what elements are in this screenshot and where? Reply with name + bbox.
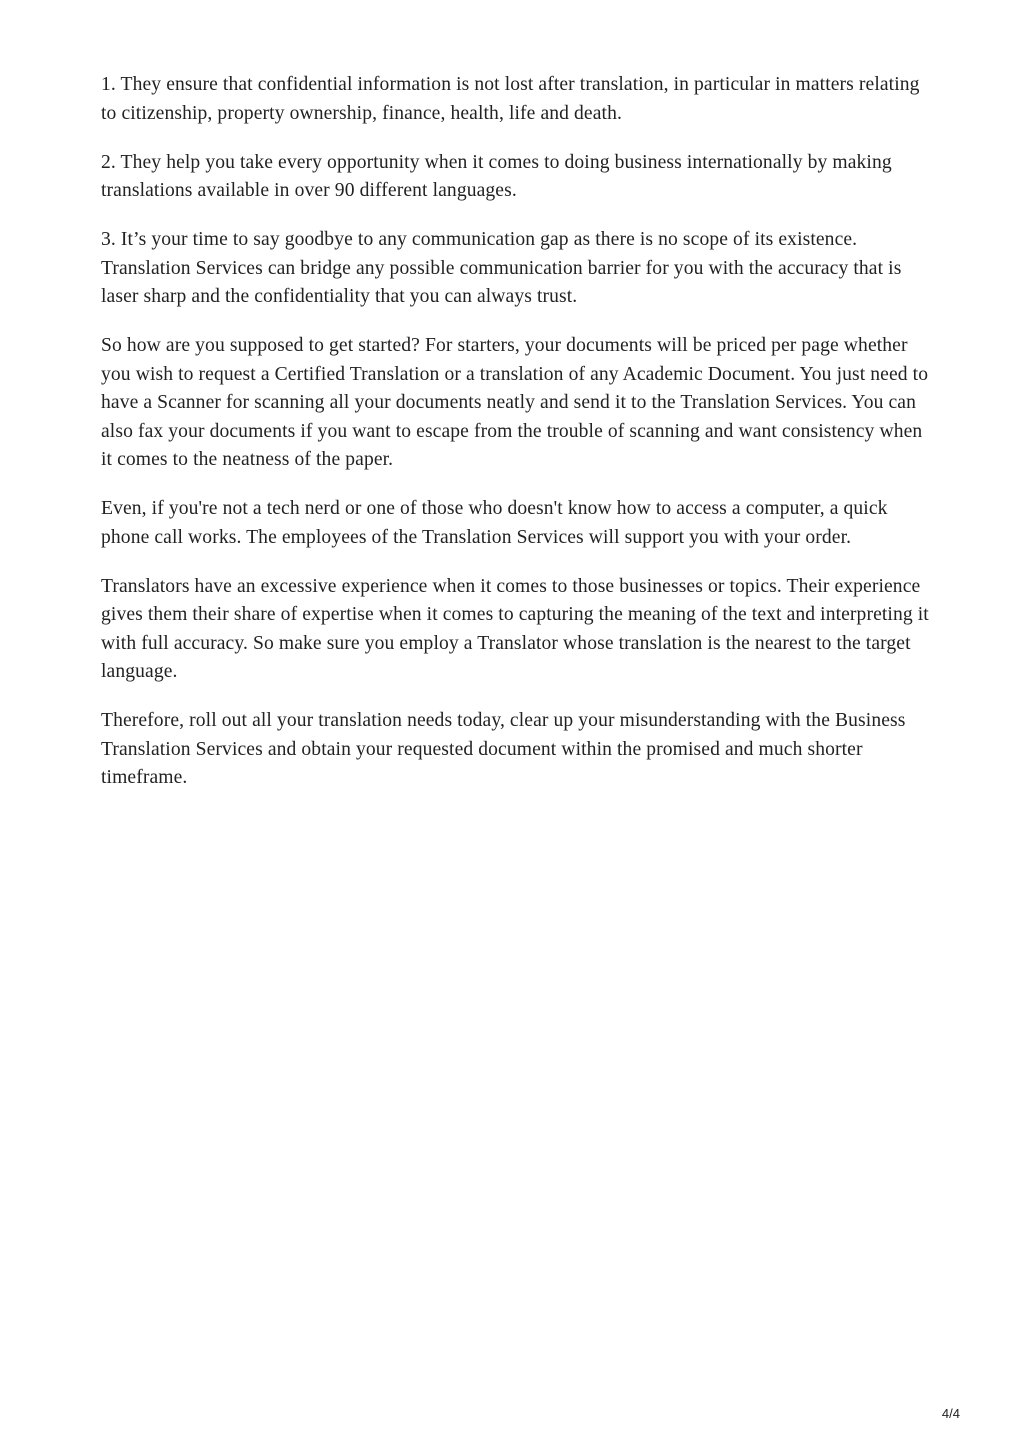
document-body bbox=[101, 71, 931, 813]
paragraph-point-1: 1. They ensure that confidential information is not lost after translation, in particular in matters relating to citizenship, property ownership, finance, health, life and death. bbox=[101, 74, 920, 124]
paragraph-translator-experience: Translators have an excessive experience when it comes to those businesses or topics. Their experience gives them their share of expertise when it comes to capturing the meaning of the text and interpreting it with full accuracy. So make sure you employ a Translator whose translation is the nearest to the target language. bbox=[101, 575, 929, 682]
paragraph-getting-started: So how are you supposed to get started? For starters, your documents will be priced per page whether you wish to request a Certified Translation or a translation of any Academic Document. You just need to have a Scanner for scanning all your documents neatly and send it to the Translation Services. You can also fax your documents if you want to escape from the trouble of scanning and want consistency when it comes to the neatness of the paper. bbox=[101, 335, 929, 470]
paragraph-conclusion: Therefore, roll out all your translation needs today, clear up your misunderstanding with the Business Translation Services and obtain your requested document within the promised and much shorter timeframe. bbox=[101, 710, 906, 788]
page-number: 4/4 bbox=[941, 1406, 960, 1421]
paragraph-phone-call: Even, if you're not a tech nerd or one of those who doesn't know how to access a computer, a quick phone call works. The employees of the Translation Services will support you with your order. bbox=[101, 498, 888, 548]
paragraph-point-3: 3. It’s your time to say goodbye to any communication gap as there is no scope of its existence. Translation Services can bridge any possible communication barrier for you with the accuracy that is laser sharp and the confidentiality that you can always trust. bbox=[101, 229, 902, 307]
paragraph-point-2: 2. They help you take every opportunity when it comes to doing business internationally by making translations available in over 90 different languages. bbox=[101, 151, 892, 201]
